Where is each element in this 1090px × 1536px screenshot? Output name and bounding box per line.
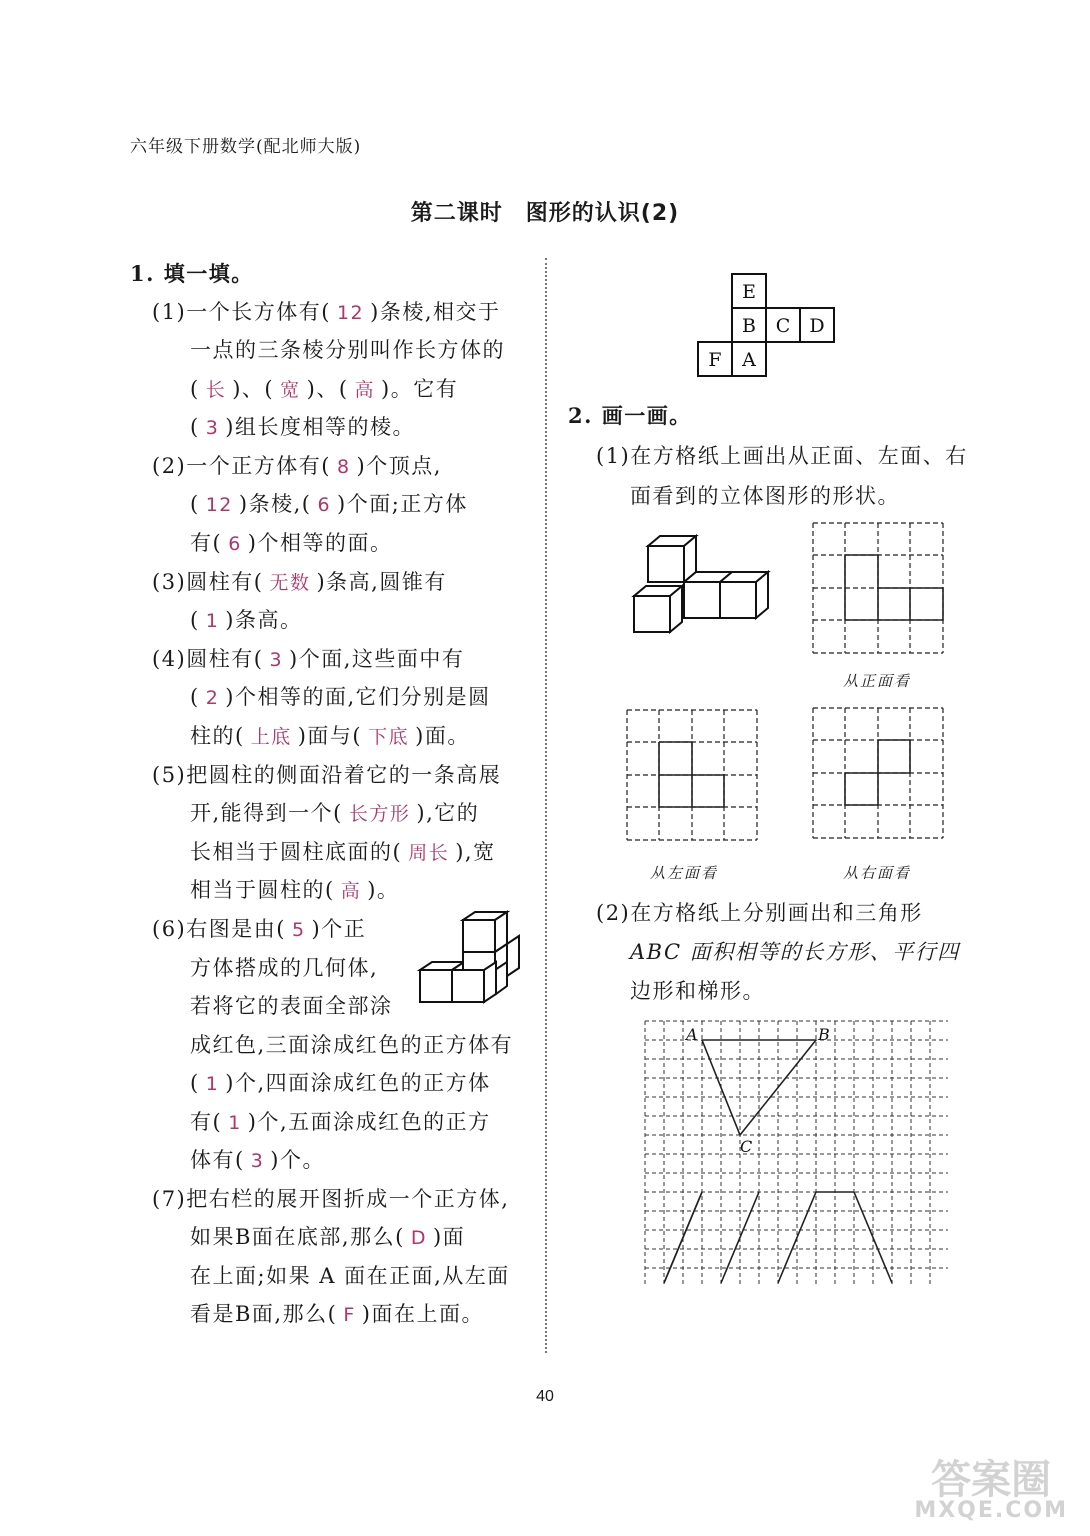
q1-5-line1: (5)把圆柱的侧面沿着它的一条高展 <box>152 763 502 787</box>
caption-left: 从左面看 <box>650 864 719 882</box>
q1-7-line4: 看是B面,那么( F )面在上面。 <box>190 1302 484 1326</box>
q1-5-line3: 长相当于圆柱底面的( 周长 ),宽 <box>190 840 496 864</box>
q1-6-line5: ( 1 )个,四面涂成红色的正方体 <box>190 1071 491 1095</box>
q2-1-line2: 面看到的立体图形的形状。 <box>630 484 900 508</box>
q1-6-line4: 成红色,三面涂成红色的正方体有 <box>190 1033 514 1057</box>
point-c-label: C <box>740 1137 753 1156</box>
q1-7-line1: (7)把右栏的展开图折成一个正方体, <box>152 1187 510 1211</box>
page-number: 40 <box>536 1388 554 1405</box>
q1-7-line3: 在上面;如果 A 面在正面,从左面 <box>190 1264 510 1288</box>
q1-2-line3: 有( 6 )个相等的面。 <box>190 531 393 555</box>
q1-6-line6: 有( 1 )个,五面涂成红色的正方 <box>190 1110 491 1134</box>
answer-edges: 12 <box>336 302 365 324</box>
area-grid[interactable] <box>644 1020 948 1288</box>
q2-2-line2: ABC 面积相等的长方形、平行四 <box>630 940 960 964</box>
q1-5-line4: 相当于圆柱的( 高 )。 <box>190 878 400 902</box>
net-label: F <box>708 349 722 371</box>
q2-1-line1: (1)在方格纸上画出从正面、左面、右 <box>596 444 968 468</box>
net-label: C <box>775 315 791 337</box>
running-header: 六年级下册数学(配北师大版) <box>130 137 362 157</box>
q1-4-line3: 柱的( 上底 )面与( 下底 )面。 <box>190 724 470 748</box>
q1-6-line3: 若将它的表面全部涂 <box>190 994 393 1018</box>
cube-net-figure <box>690 268 840 378</box>
q1-2-line1: (2)一个正方体有( 8 )个顶点, <box>152 454 442 478</box>
right-view-grid[interactable] <box>812 707 944 839</box>
watermark: 答案圈 MXQE.COM <box>914 1457 1068 1523</box>
q1-1-line4: ( 3 )组长度相等的棱。 <box>190 415 415 439</box>
q1-1-line2: 一点的三条棱分别叫作长方体的 <box>190 338 505 362</box>
column-divider <box>545 258 547 1353</box>
net-label: B <box>742 315 756 337</box>
q2-2-line1: (2)在方格纸上分别画出和三角形 <box>596 901 923 925</box>
lesson-title: 第二课时 图形的认识(2) <box>410 201 680 226</box>
point-b-label: B <box>818 1025 830 1044</box>
caption-right: 从右面看 <box>843 864 912 882</box>
q1-4-line1: (4)圆柱有( 3 )个面,这些面中有 <box>152 647 465 671</box>
caption-front: 从正面看 <box>843 672 912 690</box>
point-a-label: A <box>686 1025 698 1044</box>
q1-2-line2: ( 12 )条棱,( 6 )个面;正方体 <box>190 492 468 516</box>
cube-solid-figure <box>415 908 525 1008</box>
l-shaped-solid <box>628 532 778 638</box>
q1-7-line2: 如果B面在底部,那么( D )面 <box>190 1225 466 1249</box>
q1-6-line2: 方体搭成的几何体, <box>190 956 379 980</box>
net-label: E <box>742 281 756 303</box>
q2-2-line3: 边形和梯形。 <box>630 979 765 1003</box>
q1-3-line2: ( 1 )条高。 <box>190 608 303 632</box>
q2-label: 2. 画一画。 <box>568 403 692 428</box>
left-view-grid[interactable] <box>626 709 758 841</box>
front-view-grid[interactable] <box>812 522 944 654</box>
q1-label: 1. 填一填。 <box>130 261 254 286</box>
q1-6-line1: (6)右图是由( 5 )个正 <box>152 917 367 941</box>
q1-1-line3: ( 长 )、( 宽 )、( 高 )。它有 <box>190 377 459 401</box>
q1-3-line1: (3)圆柱有( 无数 )条高,圆锥有 <box>152 570 447 594</box>
q1-5-line2: 开,能得到一个( 长方形 ),它的 <box>190 801 480 825</box>
q1-1-line1: (1)一个长方体有( 12 )条棱,相交于 <box>152 300 501 324</box>
net-label: A <box>742 349 756 371</box>
net-label: D <box>809 315 825 337</box>
q1-6-line7: 体有( 3 )个。 <box>190 1148 325 1172</box>
q1-4-line2: ( 2 )个相等的面,它们分别是圆 <box>190 685 491 709</box>
